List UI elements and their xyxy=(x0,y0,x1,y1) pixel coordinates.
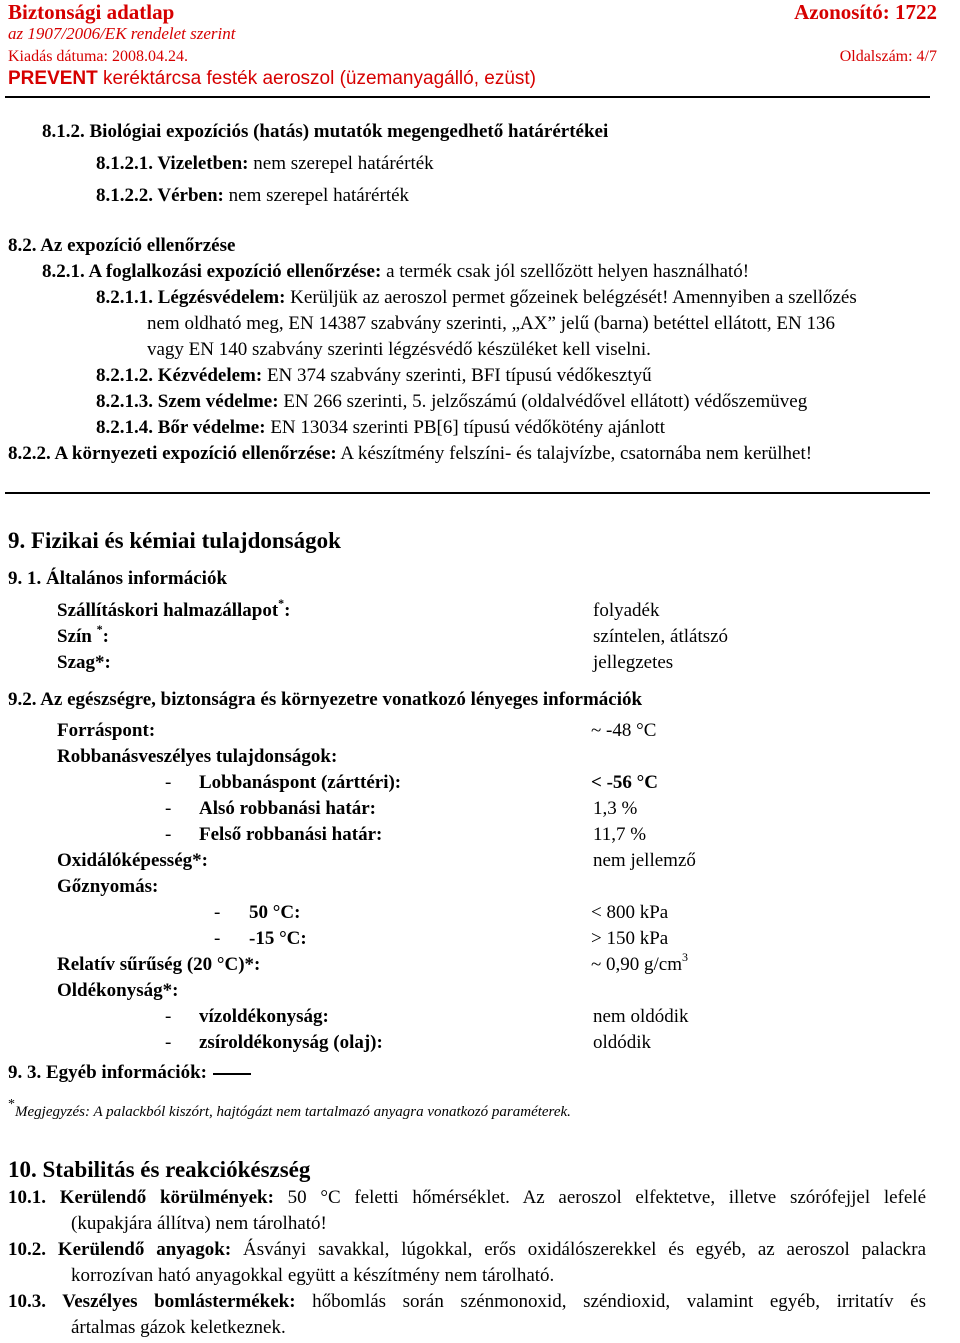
density-value xyxy=(591,949,689,976)
dash-bullet: - xyxy=(165,798,172,819)
flash-point-label: Lobbanáspont (zárttéri): xyxy=(199,772,402,793)
urine-value: nem szerepel határérték xyxy=(253,153,434,174)
product-brand: PREVENT xyxy=(8,68,98,89)
blood-label: 8.1.2.2. Vérben: xyxy=(96,185,224,206)
skin-protection-value: EN 13034 szerinti PB[6] típusú védőkötény ajánlott xyxy=(270,417,666,438)
state-label-text: Szállításkori halmazállapot xyxy=(57,600,279,621)
environmental-exposure-value: A készítmény felszíni- és talajvízbe, csatornába nem kerülhet! xyxy=(340,443,813,464)
respiratory-label: 8.2.1.1. Légzésvédelem: xyxy=(96,287,286,308)
odor-label: Szag*: xyxy=(57,652,111,673)
eye-protection-label: 8.2.1.3. Szem védelme: xyxy=(96,391,279,412)
vapor-pressure-label: Gőznyomás: xyxy=(57,876,159,897)
conditions-line xyxy=(8,1187,926,1209)
respiratory-cont-1: nem oldható meg, EN 14387 szabvány szerinti, „AX” jelű (barna) betéttel ellátott, EN 136 xyxy=(147,313,836,334)
urine-label: 8.1.2.1. Vizeletben: xyxy=(96,153,249,174)
empty-value-dash xyxy=(213,1073,251,1075)
decomposition-value: hőbomlás során szénmonoxid, széndioxid, valamint egyéb, irritatív és xyxy=(312,1291,926,1312)
fat-solubility-value: oldódik xyxy=(593,1032,652,1053)
section-8-2-title: 8.2. Az expozíció ellenőrzése xyxy=(8,235,236,256)
respiratory-value: Kerüljük az aeroszol permet gőzeinek belégzését! Amennyiben a szellőzés xyxy=(290,287,857,308)
environmental-exposure-line xyxy=(8,443,812,465)
water-solubility-label: vízoldékonyság: xyxy=(199,1006,329,1027)
urine-line xyxy=(96,153,434,175)
footnote-text: Megjegyzés: A palackból kiszórt, hajtógázt nem tartalmazó anyagra vonatkozó paraméterek. xyxy=(15,1104,571,1120)
oxidizing-value: nem jellemző xyxy=(593,850,696,871)
blood-line xyxy=(96,185,409,207)
issue-date: Kiadás dátuma: 2008.04.24. xyxy=(8,48,188,65)
dash-bullet: - xyxy=(165,1006,172,1027)
odor-value: jellegzetes xyxy=(593,652,674,673)
materials-label: 10.2. Kerülendő anyagok: xyxy=(8,1239,232,1260)
fat-solubility-label: zsíroldékonyság (olaj): xyxy=(199,1032,383,1053)
conditions-value: 50 °C feletti hőmérséklet. Az aeroszol elfektetve, illetve szórófejjel lefelé xyxy=(287,1187,927,1208)
regulation-reference: az 1907/2006/EK rendelet szerint xyxy=(8,24,236,43)
footnote xyxy=(8,1097,571,1121)
document-id: Azonosító: 1722 xyxy=(794,0,937,24)
section-9-1-title: 9. 1. Általános információk xyxy=(8,568,228,589)
respiratory-line xyxy=(96,287,857,309)
density-value-text: ~ 0,90 g/cm xyxy=(591,954,683,975)
skin-protection-label: 8.2.1.4. Bőr védelme: xyxy=(96,417,266,438)
color-asterisk: * xyxy=(96,621,103,636)
section-divider xyxy=(5,492,930,494)
density-unit-exponent: 3 xyxy=(682,949,689,964)
environmental-exposure-label: 8.2.2. A környezeti expozíció ellenőrzése: xyxy=(8,443,337,464)
state-label xyxy=(57,595,291,622)
vp-15-label: -15 °C: xyxy=(249,928,307,949)
dash-bullet: - xyxy=(165,772,172,793)
product-title xyxy=(8,68,536,90)
hand-protection-line xyxy=(96,365,652,387)
materials-cont: korrozívan ható anyagokkal együtt a készítmény nem tárolható. xyxy=(71,1265,555,1286)
water-solubility-value: nem oldódik xyxy=(593,1006,689,1027)
density-label: Relatív sűrűség (20 °C)*: xyxy=(57,954,261,975)
header-divider xyxy=(5,96,930,98)
section-9-3-line xyxy=(8,1062,251,1084)
state-colon: : xyxy=(284,600,291,621)
materials-line xyxy=(8,1239,926,1261)
color-label xyxy=(57,621,109,648)
page-number: Oldalszám: 4/7 xyxy=(839,48,937,65)
section-8-1-2-title: 8.1.2. Biológiai expozíciós (hatás) mutatók megengedhető határértékei xyxy=(42,121,609,142)
lel-label: Alsó robbanási határ: xyxy=(199,798,377,819)
eye-protection-line xyxy=(96,391,807,413)
hand-protection-label: 8.2.1.2. Kézvédelem: xyxy=(96,365,263,386)
respiratory-cont-2: vagy EN 140 szabvány szerinti légzésvédő készüléket kell viselni. xyxy=(147,339,651,360)
decomposition-label: 10.3. Veszélyes bomlástermékek: xyxy=(8,1291,296,1312)
skin-protection-line xyxy=(96,417,665,439)
footnote-asterisk: * xyxy=(8,1097,15,1112)
dash-bullet: - xyxy=(165,824,172,845)
occupational-exposure-value: a termék csak jól szellőzött helyen használható! xyxy=(386,261,750,282)
solubility-label: Oldékonyság*: xyxy=(57,980,179,1001)
occupational-exposure-label: 8.2.1. A foglalkozási expozíció ellenőrzése: xyxy=(42,261,382,282)
document-title: Biztonsági adatlap xyxy=(8,0,175,24)
oxidizing-label: Oxidálóképesség*: xyxy=(57,850,208,871)
lel-value: 1,3 % xyxy=(593,798,638,819)
other-info-label: 9. 3. Egyéb információk: xyxy=(8,1062,207,1083)
dash-bullet: - xyxy=(165,1032,172,1053)
eye-protection-value: EN 266 szerinti, 5. jelzőszámú (oldalvédővel ellátott) védőszemüveg xyxy=(283,391,808,412)
decomposition-cont: ártalmas gázok keletkeznek. xyxy=(71,1317,286,1338)
vp-15-value: > 150 kPa xyxy=(591,928,669,949)
boiling-point-label: Forráspont: xyxy=(57,720,156,741)
section-9-title: 9. Fizikai és kémiai tulajdonságok xyxy=(8,528,341,553)
uel-label: Felső robbanási határ: xyxy=(199,824,383,845)
boiling-point-value: ~ -48 °C xyxy=(591,720,657,741)
materials-value: Ásványi savakkal, lúgokkal, erős oxidálószerekkel és egyéb, az aeroszol palackra xyxy=(243,1239,926,1260)
occupational-exposure-line xyxy=(42,261,749,283)
explosive-properties-label: Robbanásveszélyes tulajdonságok: xyxy=(57,746,338,767)
conditions-cont: (kupakjára állítva) nem tárolható! xyxy=(71,1213,327,1234)
state-value: folyadék xyxy=(593,600,660,621)
vp-50-value: < 800 kPa xyxy=(591,902,669,923)
uel-value: 11,7 % xyxy=(593,824,647,845)
hand-protection-value: EN 374 szabvány szerinti, BFI típusú védőkesztyű xyxy=(266,365,652,386)
state-asterisk: * xyxy=(278,595,285,610)
flash-point-value: < -56 °C xyxy=(591,772,658,793)
product-name: keréktárcsa festék aeroszol (üzemanyagálló, ezüst) xyxy=(103,68,537,89)
dash-bullet: - xyxy=(214,902,221,923)
dash-bullet: - xyxy=(214,928,221,949)
section-9-2-title: 9.2. Az egészségre, biztonságra és környezetre vonatkozó lényeges információk xyxy=(8,689,643,710)
decomposition-line xyxy=(8,1291,926,1313)
conditions-label: 10.1. Kerülendő körülmények: xyxy=(8,1187,274,1208)
color-colon: : xyxy=(102,626,109,647)
color-label-text: Szín xyxy=(57,626,92,647)
blood-value: nem szerepel határérték xyxy=(228,185,410,206)
section-10-title: 10. Stabilitás és reakciókészség xyxy=(8,1157,311,1182)
color-value: színtelen, átlátszó xyxy=(593,626,729,647)
vp-50-label: 50 °C: xyxy=(249,902,301,923)
